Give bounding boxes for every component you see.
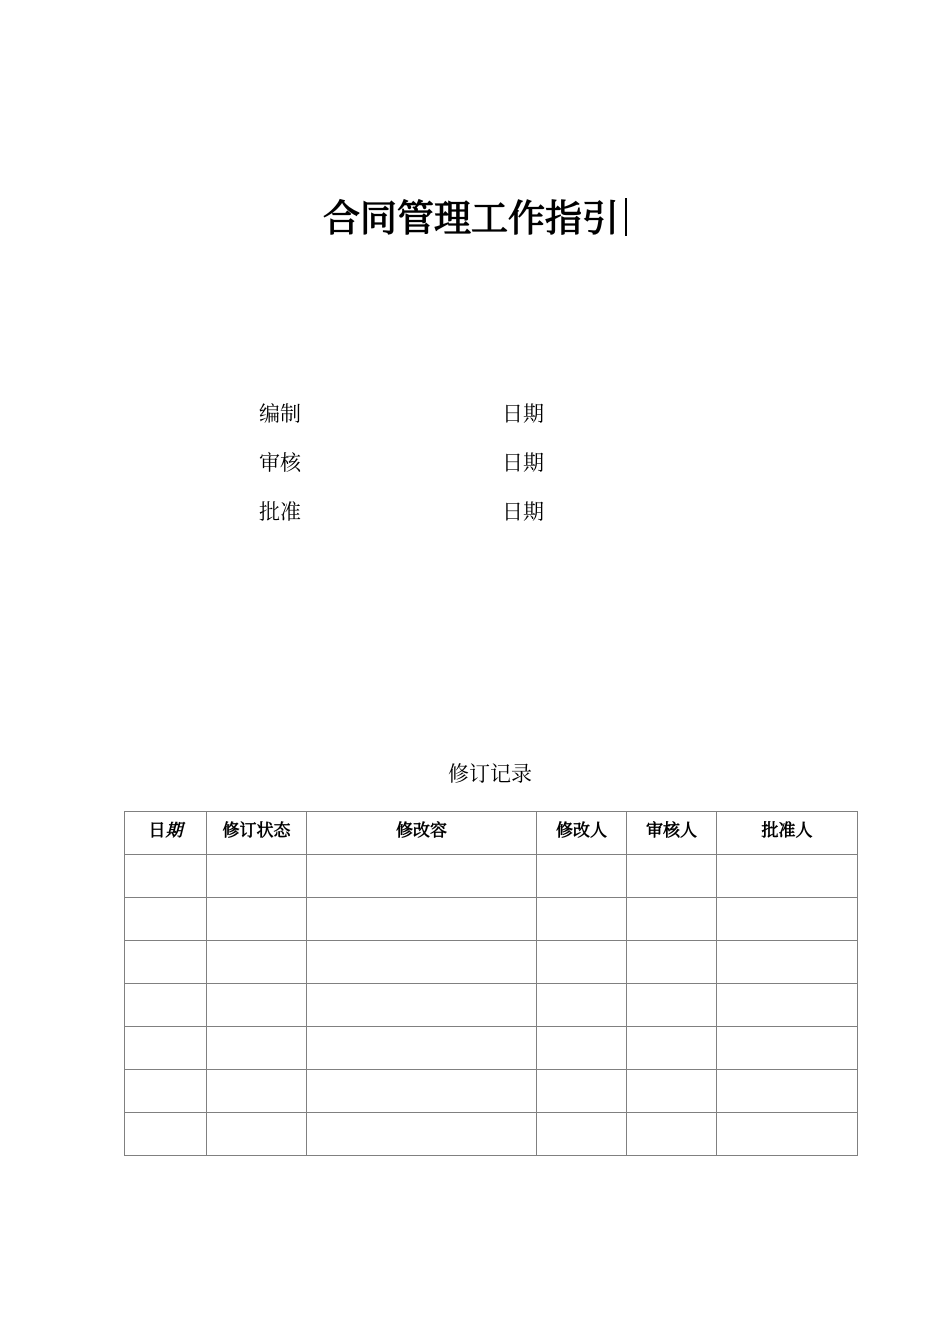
table-cell[interactable] — [717, 1070, 858, 1113]
table-cell[interactable] — [307, 855, 537, 898]
table-cell[interactable] — [307, 898, 537, 941]
signoff-label-prepared: 编制 — [259, 402, 301, 426]
table-cell[interactable] — [207, 1027, 307, 1070]
table-cell[interactable] — [537, 898, 627, 941]
col-header-approver: 批准人 — [717, 812, 858, 855]
col-header-status: 修订状态 — [207, 812, 307, 855]
table-cell[interactable] — [627, 855, 717, 898]
table-row — [125, 1070, 858, 1113]
table-cell[interactable] — [717, 898, 858, 941]
revision-table-body — [125, 855, 858, 1156]
table-cell[interactable] — [627, 898, 717, 941]
col-header-reviewer: 审核人 — [627, 812, 717, 855]
table-cell[interactable] — [537, 984, 627, 1027]
revision-heading: 修订记录 — [448, 762, 532, 786]
col-header-content: 修改容 — [307, 812, 537, 855]
table-cell[interactable] — [537, 855, 627, 898]
table-cell[interactable] — [307, 1027, 537, 1070]
table-row — [125, 855, 858, 898]
col-header-modifier: 修改人 — [537, 812, 627, 855]
document-title-text: 合同管理工作指引 — [323, 196, 619, 240]
table-cell[interactable] — [125, 984, 207, 1027]
table-cell[interactable] — [125, 855, 207, 898]
table-cell[interactable] — [717, 1113, 858, 1156]
table-cell[interactable] — [627, 1070, 717, 1113]
col-header-date-a: 日 — [148, 821, 166, 841]
table-cell[interactable] — [627, 1027, 717, 1070]
signoff-label-reviewed: 审核 — [259, 451, 301, 475]
table-cell[interactable] — [307, 941, 537, 984]
document-title — [0, 190, 950, 246]
table-cell[interactable] — [307, 1070, 537, 1113]
table-cell[interactable] — [125, 898, 207, 941]
table-cell[interactable] — [207, 1113, 307, 1156]
table-cell[interactable] — [307, 984, 537, 1027]
table-cell[interactable] — [537, 1113, 627, 1156]
table-cell[interactable] — [627, 984, 717, 1027]
table-cell[interactable] — [207, 1070, 307, 1113]
table-row — [125, 984, 858, 1027]
table-cell[interactable] — [307, 1113, 537, 1156]
table-cell[interactable] — [207, 941, 307, 984]
table-cell[interactable] — [207, 984, 307, 1027]
col-header-date-b: 期 — [165, 821, 183, 841]
table-cell[interactable] — [207, 855, 307, 898]
signoff-date-reviewed: 日期 — [502, 451, 544, 475]
table-cell[interactable] — [125, 941, 207, 984]
text-cursor — [625, 198, 627, 236]
signoff-date-prepared: 日期 — [502, 402, 544, 426]
table-row — [125, 941, 858, 984]
table-cell[interactable] — [717, 855, 858, 898]
table-cell[interactable] — [125, 1113, 207, 1156]
table-cell[interactable] — [627, 1113, 717, 1156]
table-row — [125, 1027, 858, 1070]
table-cell[interactable] — [537, 1070, 627, 1113]
table-cell[interactable] — [125, 1070, 207, 1113]
table-row — [125, 898, 858, 941]
table-cell[interactable] — [537, 941, 627, 984]
table-cell[interactable] — [717, 1027, 858, 1070]
table-cell[interactable] — [207, 898, 307, 941]
col-header-date — [125, 812, 207, 855]
revision-header-row — [125, 812, 858, 855]
table-cell[interactable] — [627, 941, 717, 984]
revision-table — [124, 811, 858, 1156]
table-cell[interactable] — [537, 1027, 627, 1070]
table-cell[interactable] — [717, 941, 858, 984]
table-cell[interactable] — [125, 1027, 207, 1070]
signoff-label-approved: 批准 — [259, 500, 301, 524]
signoff-date-approved: 日期 — [502, 500, 544, 524]
table-cell[interactable] — [717, 984, 858, 1027]
table-row — [125, 1113, 858, 1156]
